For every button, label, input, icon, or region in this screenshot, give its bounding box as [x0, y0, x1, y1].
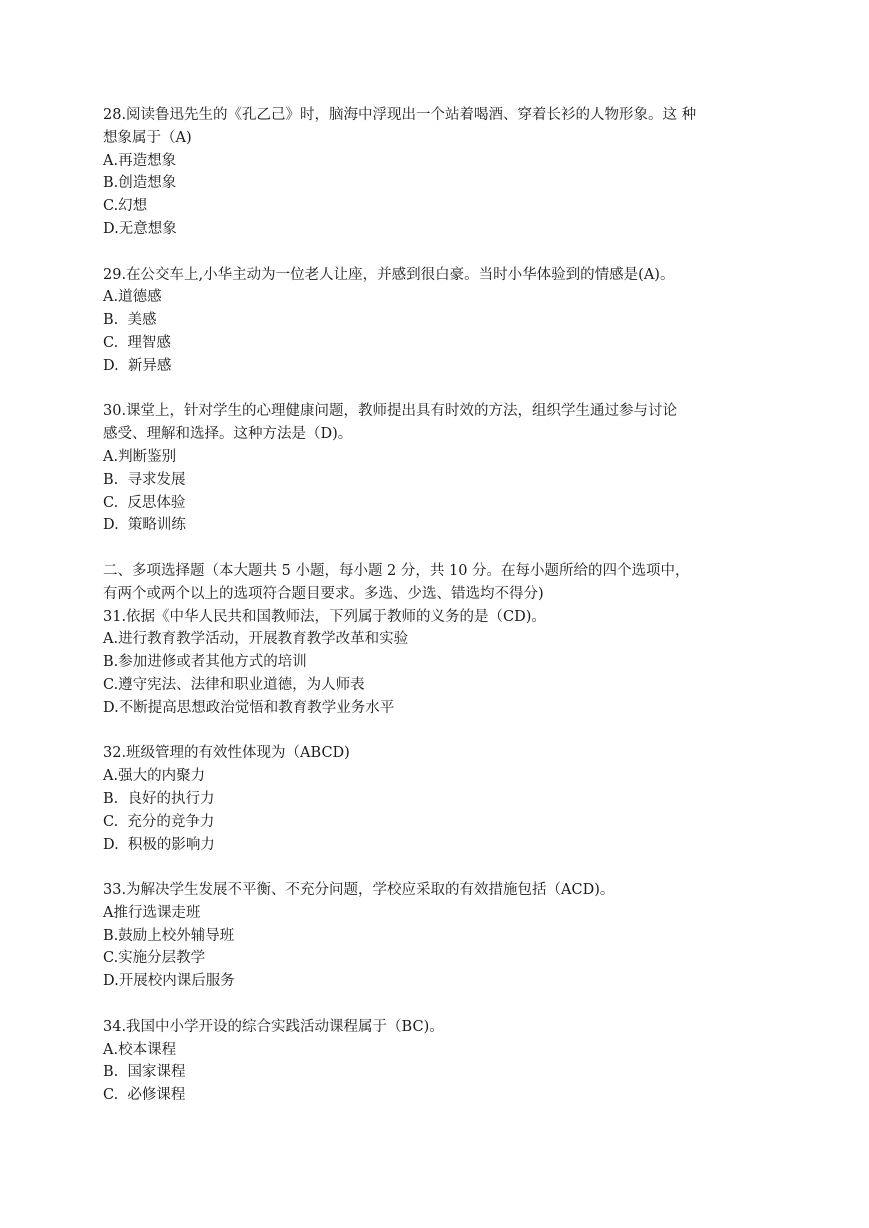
section-heading-line: 二、多项选择题（本大题共 5 小题，每小题 2 分，共 10 分。在每小题所给的四个选项中， [103, 562, 690, 579]
option-line: C. 反思体验 [103, 494, 186, 511]
question-stem-line: 31.依据《中华人民共和国教师法，下列属于教师的义务的是（CD)。 [103, 608, 546, 625]
section-heading-line: 有两个或两个以上的选项符合题目要求。多选、少选、错选均不得分) [103, 585, 544, 602]
question-32 [103, 742, 783, 856]
option-line: B.鼓励上校外辅导班 [103, 927, 235, 944]
option-line: B. 良好的执行力 [103, 790, 215, 807]
option-line: C. 理智感 [103, 334, 171, 351]
option-line: C. 充分的竞争力 [103, 813, 215, 830]
question-stem-line: 32.班级管理的有效性体现为（ABCD) [103, 745, 350, 762]
option-line: C.遵守宪法、法律和职业道德，为人师表 [103, 676, 365, 693]
option-line: B. 美感 [103, 312, 157, 329]
option-line: D. 策略训练 [103, 517, 186, 534]
option-line: D.不断提高思想政治觉悟和教育教学业务水平 [103, 699, 395, 716]
option-line: B.创造想象 [103, 175, 177, 192]
question-stem-line: 想象属于（A) [103, 129, 192, 146]
question-stem-line: 感受、理解和选择。这种方法是（D)。 [103, 426, 353, 443]
question-stem-line: 28.阅读鲁迅先生的《孔乙己》时，脑海中浮现出一个站着喝酒、穿着长衫的人物形象。这 种 [103, 107, 697, 123]
option-line: B. 国家课程 [103, 1064, 186, 1081]
question-stem-line: 30.课堂上，针对学生的心理健康问题，教师提出具有时效的方法，组织学生通过参与讨论 [103, 403, 678, 420]
question-34 [103, 1016, 783, 1107]
question-31 [103, 560, 783, 720]
option-line: B.参加进修或者其他方式的培训 [103, 654, 307, 671]
question-stem-line: 29.在公交车上,小华主动为一位老人让座，并感到很白豪。当时小华体验到的情感是(A)。 [103, 266, 675, 283]
document-page [103, 104, 783, 1107]
question-30 [103, 400, 783, 537]
option-line: C.实施分层教学 [103, 950, 206, 967]
question-stem-line: 33.为解决学生发展不平衡、不充分问题，学校应采取的有效措施包括（ACD)。 [103, 882, 615, 899]
option-line: A.校本课程 [103, 1041, 177, 1058]
option-line: C.幻想 [103, 198, 148, 215]
option-line: D. 积极的影响力 [103, 836, 215, 853]
option-line: A.强大的内聚力 [103, 768, 206, 785]
option-line: D. 新异感 [103, 357, 172, 374]
option-line: D.无意想象 [103, 220, 177, 237]
question-29 [103, 264, 783, 378]
option-line: A.道德感 [103, 289, 162, 306]
option-line: C. 必修课程 [103, 1087, 186, 1104]
question-33 [103, 879, 783, 993]
option-line: A.进行教育教学活动，开展教育教学改革和实验 [103, 631, 409, 648]
question-stem-line: 34.我国中小学开设的综合实践活动课程属于（BC)。 [103, 1018, 444, 1035]
option-line: A.再造想象 [103, 152, 177, 169]
question-28 [103, 104, 783, 241]
option-line: D.开展校内课后服务 [103, 973, 235, 990]
option-line: A.判断鉴别 [103, 448, 177, 465]
option-line: A推行选课走班 [103, 904, 201, 921]
option-line: B. 寻求发展 [103, 471, 186, 488]
